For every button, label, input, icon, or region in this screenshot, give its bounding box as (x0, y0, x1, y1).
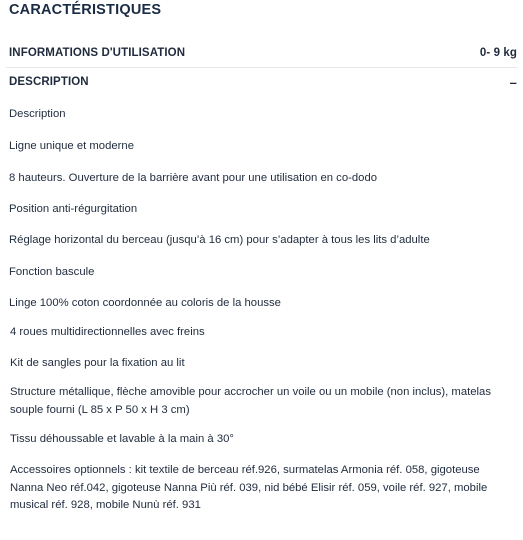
description-line: Fonction bascule (9, 266, 95, 278)
description-line: Ligne unique et moderne (9, 140, 134, 152)
description-line: Description (9, 108, 66, 120)
description-line: Tissu déhoussable et lavable à la main à 30° (10, 433, 234, 445)
collapse-icon[interactable]: – (509, 74, 517, 90)
description-line: 8 hauteurs. Ouverture de la barrière avant pour une utilisation en co-dodo (9, 172, 378, 184)
description-label: DESCRIPTION (9, 76, 89, 88)
section-title: CARACTÉRISTIQUES (9, 2, 162, 18)
usage-info-label: INFORMATIONS D'UTILISATION (9, 47, 186, 59)
description-line: Linge 100% coton coordonnée au coloris de la housse (9, 297, 281, 309)
usage-info-row (9, 45, 517, 61)
description-line: Position anti-régurgitation (9, 203, 138, 215)
description-line: Accessoires optionnels : kit textile de berceau réf.926, surmatelas Armonia réf. 058, gigoteuse Nanna Neo réf.042, gigoteuse Nanna Più réf. 039, nid bébé Elisir réf. 059, voile réf. 927, mobile musical réf. 928, mobile Nunù réf. 931 (10, 464, 488, 511)
description-line: Structure métallique, flèche amovible pour accrocher un voile ou un mobile (non inclus), matelas souple fourni (L 85 x P 50 x H 3 cm) (10, 386, 491, 416)
description-accordion-header[interactable] (9, 74, 517, 90)
divider (6, 67, 517, 68)
description-line: 4 roues multidirectionnelles avec freins (10, 326, 205, 338)
usage-info-value: 0- 9 kg (479, 47, 517, 59)
description-line: Kit de sangles pour la fixation au lit (10, 357, 185, 369)
description-line: Réglage horizontal du berceau (jusqu’à 16 cm) pour s’adapter à tous les lits d’adulte (9, 234, 430, 246)
